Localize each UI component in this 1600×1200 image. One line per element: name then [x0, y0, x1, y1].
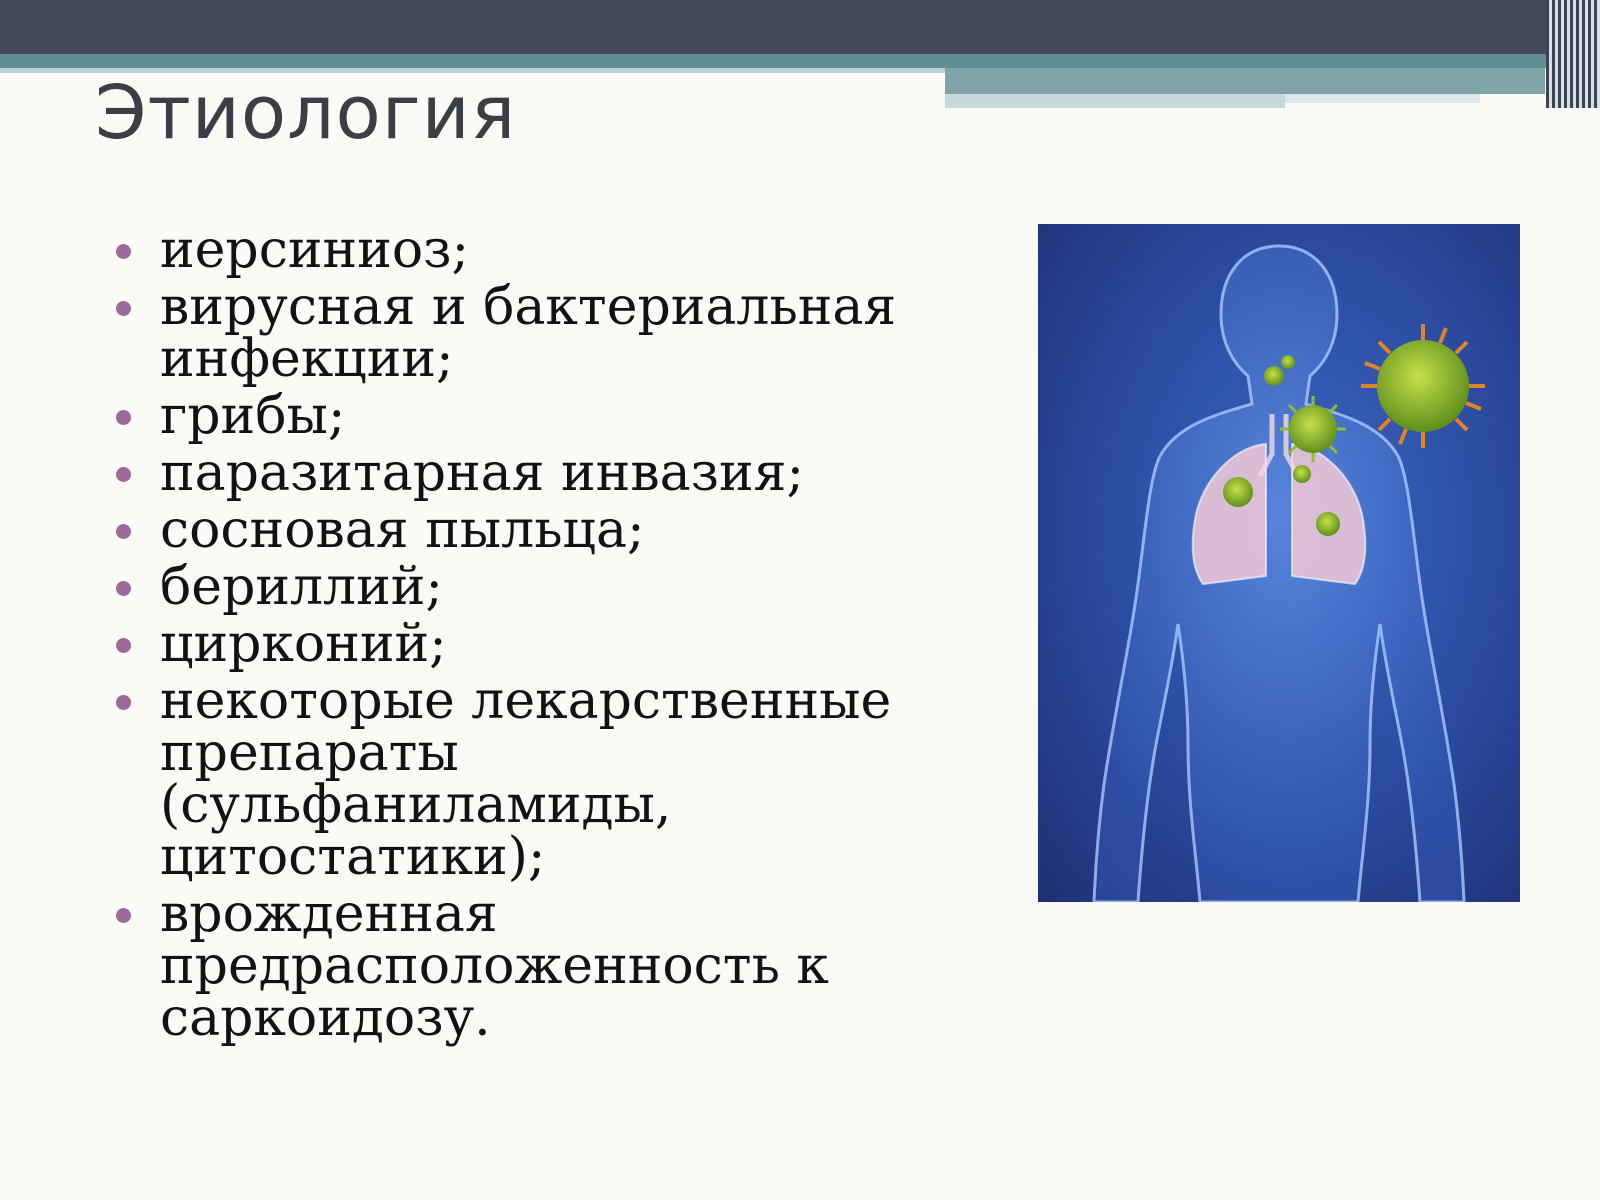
body-infection-illustration: [1038, 224, 1520, 902]
human-body-silhouette-icon: [1038, 224, 1520, 902]
slide-title: Этиология: [95, 70, 517, 156]
bullet-dot-icon: [116, 410, 131, 425]
header-accent-block-tail: [1285, 94, 1480, 103]
bullet-text: вирусная и бактериальная инфекции;: [160, 277, 897, 389]
bullet-dot-icon: [116, 695, 131, 710]
bullet-item: [110, 277, 930, 389]
header-accent-block: [945, 68, 1545, 94]
bullet-text: грибы;: [160, 386, 346, 446]
header-bar: [0, 0, 1600, 54]
bullet-text: бериллий;: [160, 557, 443, 617]
bullet-text: сосновая пыльца;: [160, 500, 645, 560]
bullet-dot-icon: [116, 301, 131, 316]
bullet-text: иерсиниоз;: [160, 220, 470, 280]
bullet-text: некоторые лекарственные препараты (сульфаниламиды, цитостатики);: [160, 671, 892, 887]
bullet-dot-icon: [116, 524, 131, 539]
bullet-item: [110, 671, 930, 887]
bullet-dot-icon: [116, 244, 131, 259]
bullet-item: [110, 443, 930, 503]
bullet-dot-icon: [116, 638, 131, 653]
bullet-item: [110, 500, 930, 560]
bullet-item: [110, 386, 930, 446]
header-accent-block-lower: [945, 94, 1285, 108]
header-accent-band: [0, 54, 1560, 68]
bullet-dot-icon: [116, 908, 131, 923]
bullet-item: [110, 220, 930, 280]
bullet-dot-icon: [116, 581, 131, 596]
bullet-item: [110, 884, 930, 1048]
bullet-item: [110, 614, 930, 674]
bullet-text: врожденная предрасположенность к саркоидозу.: [160, 884, 829, 1048]
bullet-list: [110, 220, 930, 1049]
header-edge-lines: [1546, 0, 1600, 108]
bullet-dot-icon: [116, 467, 131, 482]
bullet-item: [110, 557, 930, 617]
bullet-text: паразитарная инвазия;: [160, 443, 804, 503]
bullet-text: цирконий;: [160, 614, 447, 674]
